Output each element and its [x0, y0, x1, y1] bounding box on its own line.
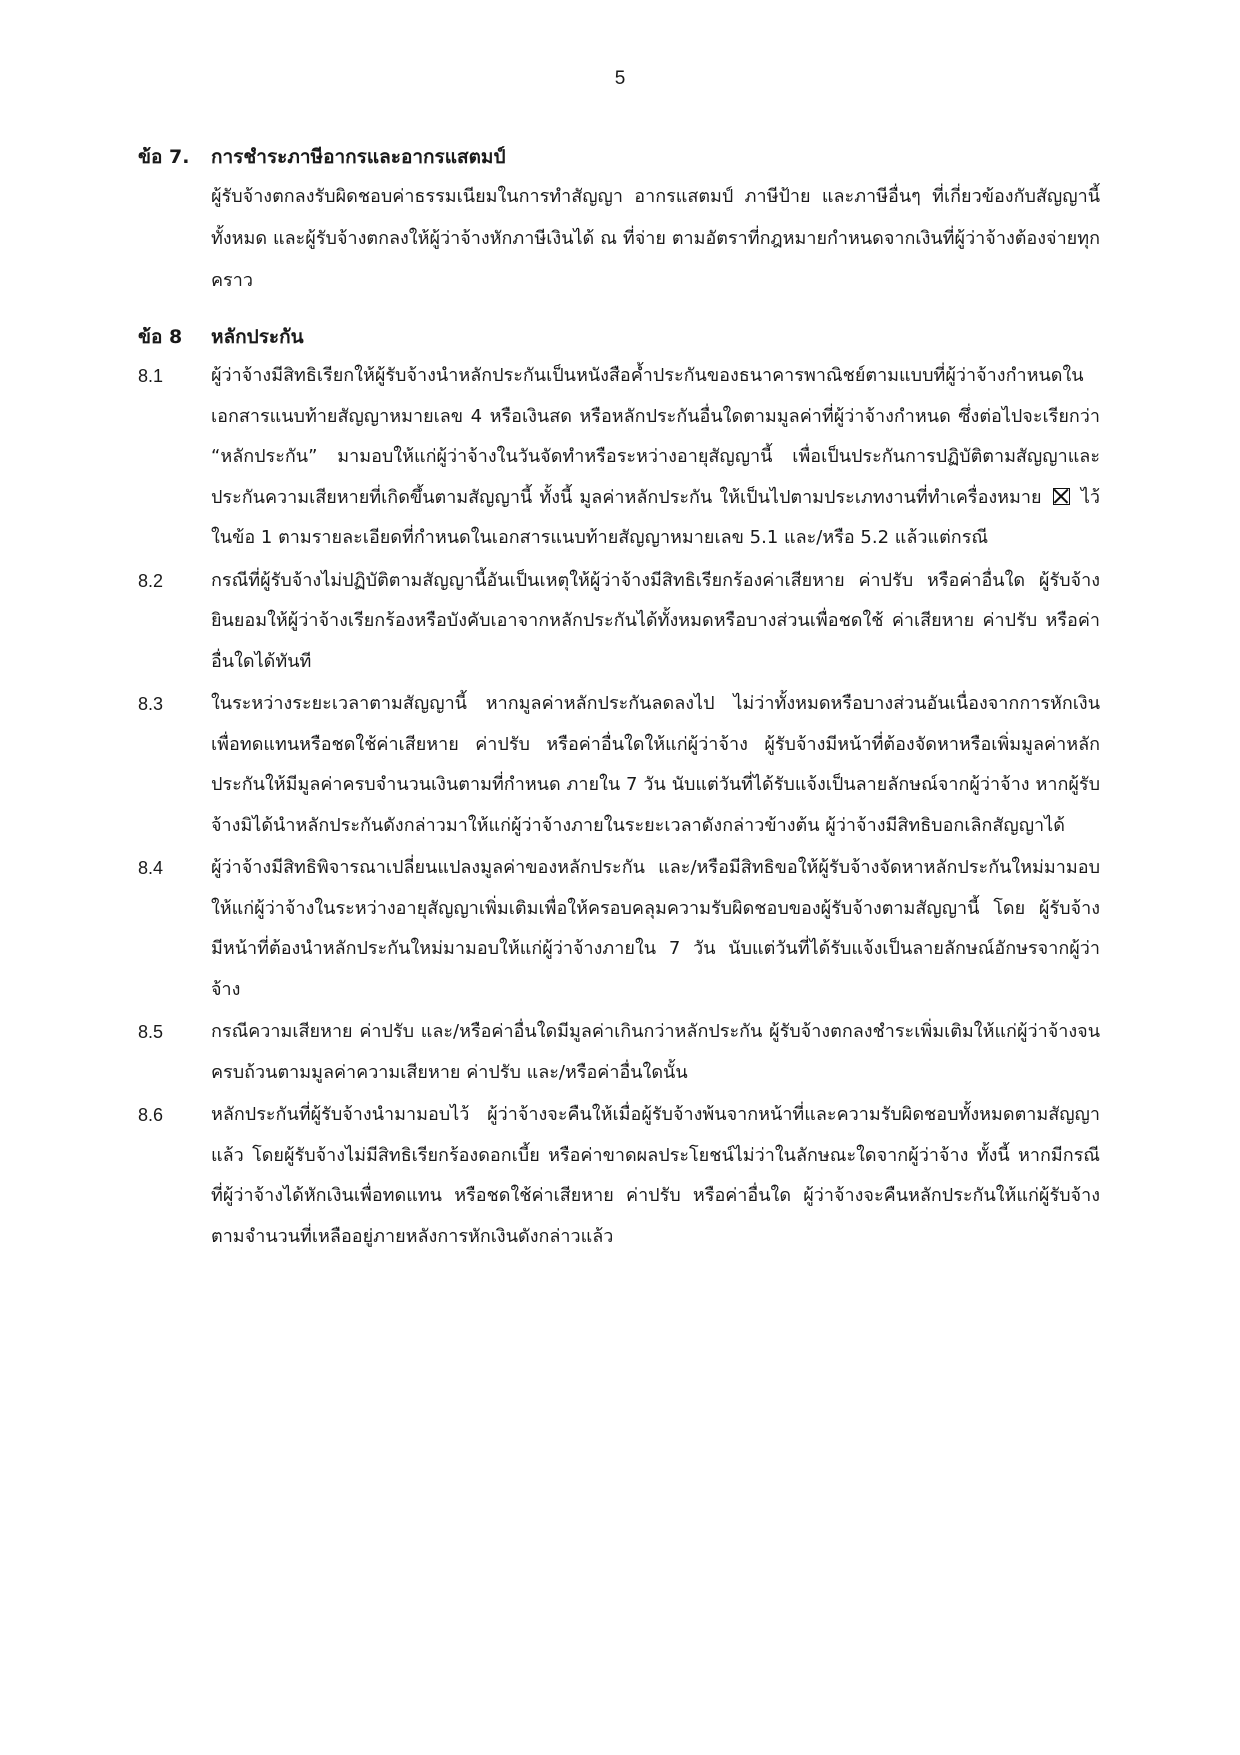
clause-8-6 — [138, 1095, 1100, 1257]
clause-8-3 — [138, 684, 1100, 846]
clause-number: 8.3 — [138, 694, 164, 714]
document-body — [138, 140, 1100, 1257]
section-7-body: ผู้รับจ้างตกลงรับผิดชอบค่าธรรมเนียมในการทำสัญญา อากรแสตมป์ ภาษีป้าย และภาษีอื่นๆ ที่เกี่ยวข้องกับสัญญานี้ทั้งหมด และผู้รับจ้างตกลงให้ผู้ว่าจ้างหักภาษีเงินได้ ณ ที่จ่าย ตามอัตราที่กฎหมายกำหนดจากเงินที่ผู้ว่าจ้างต้องจ่ายทุกคราว — [211, 186, 1100, 291]
clause-8-1 — [138, 356, 1100, 559]
section-8-title: หลักประกัน — [211, 326, 304, 348]
clause-text: กรณีที่ผู้รับจ้างไม่ปฏิบัติตามสัญญานี้อันเป็นเหตุให้ผู้ว่าจ้างมีสิทธิเรียกร้องค่าเสียหาย ค่าปรับ หรือค่าอื่นใด ผู้รับจ้างยินยอมให้ผู้ว่าจ้างเรียกร้องหรือบังคับเอาจากหลักประกันได้ทั้งหมดหรือบางส่วนเพื่อชดใช้ ค่าเสียหาย ค่าปรับ หรือค่าอื่นใดได้ทันที — [211, 569, 1100, 672]
clause-number: 8.1 — [138, 366, 164, 386]
section-7-heading — [138, 140, 1100, 174]
page-number: 5 — [614, 68, 626, 89]
section-8-number: ข้อ 8 — [138, 326, 183, 348]
clause-text-part-1: ผู้ว่าจ้างมีสิทธิเรียกให้ผู้รับจ้างนำหลักประกันเป็นหนังสือค้ำประกันของธนาคารพาณิชย์ตามแบบที่ผู้ว่าจ้างกำหนดในเอกสารแนบท้ายสัญญาหมายเลข 4 หรือเงินสด หรือหลักประกันอื่นใดตามมูลค่าที่ผู้ว่าจ้างกำหนด ซึ่งต่อไปจะเรียกว่า “หลักประกัน” มามอบให้แก่ผู้ว่าจ้างในวันจัดทำหรือระหว่างอายุสัญญานี้ เพื่อเป็นประกันการปฏิบัติตามสัญญาและประกันความเสียหายที่เกิดขึ้นตามสัญญานี้ ทั้งนี้ มูลค่าหลักประกัน ให้เป็นไปตามประเภทงานที่ทำเครื่องหมาย — [211, 365, 1100, 508]
clause-text: ผู้ว่าจ้างมีสิทธิพิจารณาเปลี่ยนแปลงมูลค่าของหลักประกัน และ/หรือมีสิทธิขอให้ผู้รับจ้างจัดหาหลักประกันใหม่มามอบให้แก่ผู้ว่าจ้างในระหว่างอายุสัญญาเพิ่มเติมเพื่อให้ครอบคลุมความรับผิดชอบของผู้รับจ้างตามสัญญานี้ โดย ผู้รับจ้างมีหน้าที่ต้องนำหลักประกันใหม่มามอบให้แก่ผู้ว่าจ้างภายใน 7 วัน นับแต่วันที่ได้รับแจ้งเป็นลายลักษณ์อักษรจากผู้ว่าจ้าง — [211, 857, 1100, 1000]
clause-number: 8.2 — [138, 570, 164, 591]
clause-number: 8.4 — [138, 858, 164, 878]
clause-number: 8.5 — [138, 1022, 164, 1042]
clause-text: กรณีความเสียหาย ค่าปรับ และ/หรือค่าอื่นใดมีมูลค่าเกินกว่าหลักประกัน ผู้รับจ้างตกลงชำระเพิ่มเติมให้แก่ผู้ว่าจ้างจนครบถ้วนตามมูลค่าความเสียหาย ค่าปรับ และ/หรือค่าอื่นใดนั้น — [211, 1021, 1100, 1083]
clause-text: ในระหว่างระยะเวลาตามสัญญานี้ หากมูลค่าหลักประกันลดลงไป ไม่ว่าทั้งหมดหรือบางส่วนอันเนื่องจากการหักเงินเพื่อทดแทนหรือชดใช้ค่าเสียหาย ค่าปรับ หรือค่าอื่นใดให้แก่ผู้ว่าจ้าง ผู้รับจ้างมีหน้าที่ต้องจัดหาหรือเพิ่มมูลค่าหลักประกันให้มีมูลค่าครบจำนวนเงินตามที่กำหนด ภายใน 7 วัน นับแต่วันที่ได้รับแจ้งเป็นลายลักษณ์จากผู้ว่าจ้าง หากผู้รับจ้างมิได้นำหลักประกันดังกล่าวมาให้แก่ผู้ว่าจ้างภายในระยะเวลาดังกล่าวข้างต้น ผู้ว่าจ้างมีสิทธิบอกเลิกสัญญาได้ — [211, 693, 1100, 836]
clause-text — [211, 356, 1100, 559]
section-7-number: ข้อ 7. — [138, 146, 190, 168]
clause-8-4 — [138, 848, 1100, 1010]
clause-text-part-2: ไว้ในข้อ 1 ตามรายละเอียดที่กำหนดในเอกสารแนบท้ายสัญญาหมายเลข 5.1 และ/หรือ 5.2 แล้วแต่กรณี — [211, 486, 1100, 548]
clause-number: 8.6 — [138, 1105, 164, 1125]
clause-8-2 — [138, 561, 1100, 683]
section-7-title: การชำระภาษีอากรและอากรแสตมป์ — [211, 146, 506, 168]
clause-text: หลักประกันที่ผู้รับจ้างนำมามอบไว้ ผู้ว่าจ้างจะคืนให้เมื่อผู้รับจ้างพ้นจากหน้าที่และความรับผิดชอบทั้งหมดตามสัญญาแล้ว โดยผู้รับจ้างไม่มีสิทธิเรียกร้องดอกเบี้ย หรือค่าขาดผลประโยชน์ไม่ว่าในลักษณะใดจากผู้ว่าจ้าง ทั้งนี้ หากมีกรณีที่ผู้ว่าจ้างได้หักเงินเพื่อทดแทน หรือชดใช้ค่าเสียหาย ค่าปรับ หรือค่าอื่นใด ผู้ว่าจ้างจะคืนหลักประกันให้แก่ผู้รับจ้างตามจำนวนที่เหลืออยู่ภายหลังการหักเงินดังกล่าวแล้ว — [211, 1104, 1100, 1247]
clause-8-5 — [138, 1012, 1100, 1093]
section-8-heading — [138, 320, 1100, 354]
checked-box-icon — [1053, 488, 1070, 505]
